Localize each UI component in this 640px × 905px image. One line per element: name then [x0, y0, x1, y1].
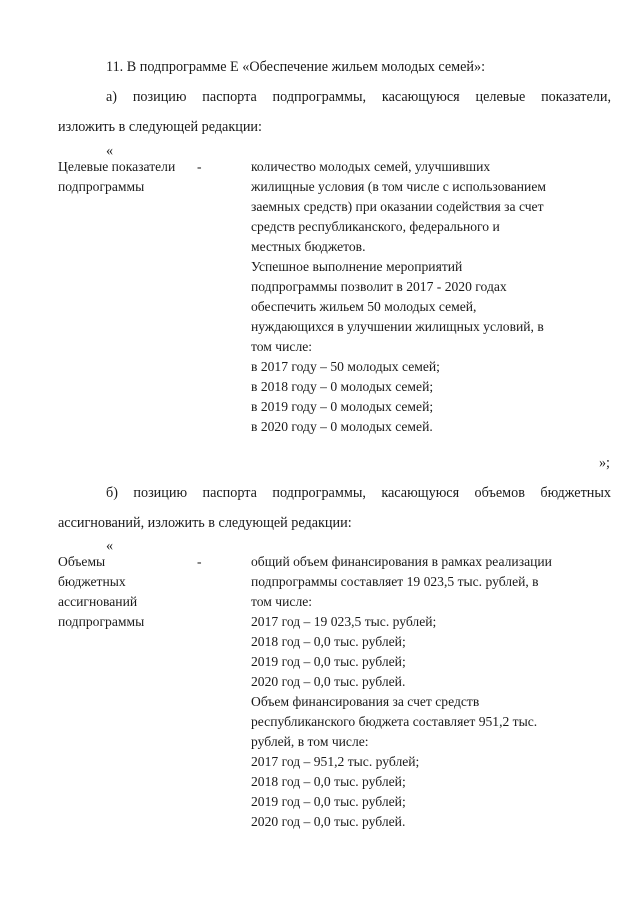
- value-line: 2018 год – 0,0 тыс. рублей;: [251, 774, 406, 789]
- value-line: Объем финансирования за счет средств: [251, 694, 480, 709]
- paragraph-b-line-2: ассигнований, изложить в следующей редакции:: [58, 515, 352, 531]
- value-line: жилищные условия (в том числе с использованием: [251, 179, 546, 194]
- table-b-label: [58, 552, 144, 632]
- value-line: количество молодых семей, улучшивших: [251, 159, 491, 174]
- value-line: республиканского бюджета составляет 951,2 тыс.: [251, 714, 538, 729]
- value-line: 2020 год – 0,0 тыс. рублей.: [251, 814, 406, 829]
- table-a-label: [58, 157, 175, 197]
- value-line: в 2020 году – 0 молодых семей.: [251, 419, 433, 434]
- value-line: в 2019 году – 0 молодых семей;: [251, 399, 434, 414]
- value-line: том числе:: [251, 594, 313, 609]
- open-quote-a: «: [106, 143, 114, 159]
- value-line: общий объем финансирования в рамках реализации: [251, 554, 552, 569]
- value-line: том числе:: [251, 339, 313, 354]
- value-line: 2019 год – 0,0 тыс. рублей;: [251, 794, 406, 809]
- value-line: 2019 год – 0,0 тыс. рублей;: [251, 654, 406, 669]
- value-line: Успешное выполнение мероприятий: [251, 259, 463, 274]
- label-line: Целевые показатели: [58, 159, 176, 174]
- value-line: заемных средств) при оказании содействия за счет: [251, 199, 544, 214]
- label-line: подпрограммы: [58, 179, 145, 194]
- value-line: в 2018 году – 0 молодых семей;: [251, 379, 434, 394]
- value-line: рублей, в том числе:: [251, 734, 369, 749]
- value-line: подпрограммы позволит в 2017 - 2020 годах: [251, 279, 507, 294]
- value-line: местных бюджетов.: [251, 239, 366, 254]
- label-line: подпрограммы: [58, 614, 145, 629]
- label-line: бюджетных: [58, 574, 126, 589]
- table-b-dash: -: [197, 554, 202, 569]
- section-heading: 11. В подпрограмме Е «Обеспечение жильем молодых семей»:: [106, 59, 486, 75]
- value-line: 2020 год – 0,0 тыс. рублей.: [251, 674, 406, 689]
- label-line: ассигнований: [58, 594, 138, 609]
- open-quote-b: «: [106, 538, 114, 554]
- paragraph-b-line-1: б) позицию паспорта подпрограммы, касающуюся объемов бюджетных: [106, 485, 611, 501]
- value-line: средств республиканского, федерального и: [251, 219, 500, 234]
- value-line: 2018 год – 0,0 тыс. рублей;: [251, 634, 406, 649]
- table-a-dash: -: [197, 159, 202, 174]
- close-quote-a: »;: [598, 455, 610, 471]
- value-line: обеспечить жильем 50 молодых семей,: [251, 299, 477, 314]
- value-line: 2017 год – 951,2 тыс. рублей;: [251, 754, 420, 769]
- value-line: в 2017 году – 50 молодых семей;: [251, 359, 440, 374]
- value-line: нуждающихся в улучшении жилищных условий, в: [251, 319, 544, 334]
- value-line: 2017 год – 19 023,5 тыс. рублей;: [251, 614, 437, 629]
- label-line: Объемы: [58, 554, 106, 569]
- paragraph-a-line-2: изложить в следующей редакции:: [58, 119, 262, 135]
- value-line: подпрограммы составляет 19 023,5 тыс. рублей, в: [251, 574, 539, 589]
- paragraph-a-line-1: а) позицию паспорта подпрограммы, касающуюся целевые показатели,: [106, 89, 611, 105]
- table-a-value: [251, 157, 546, 437]
- table-b-value: [251, 552, 552, 832]
